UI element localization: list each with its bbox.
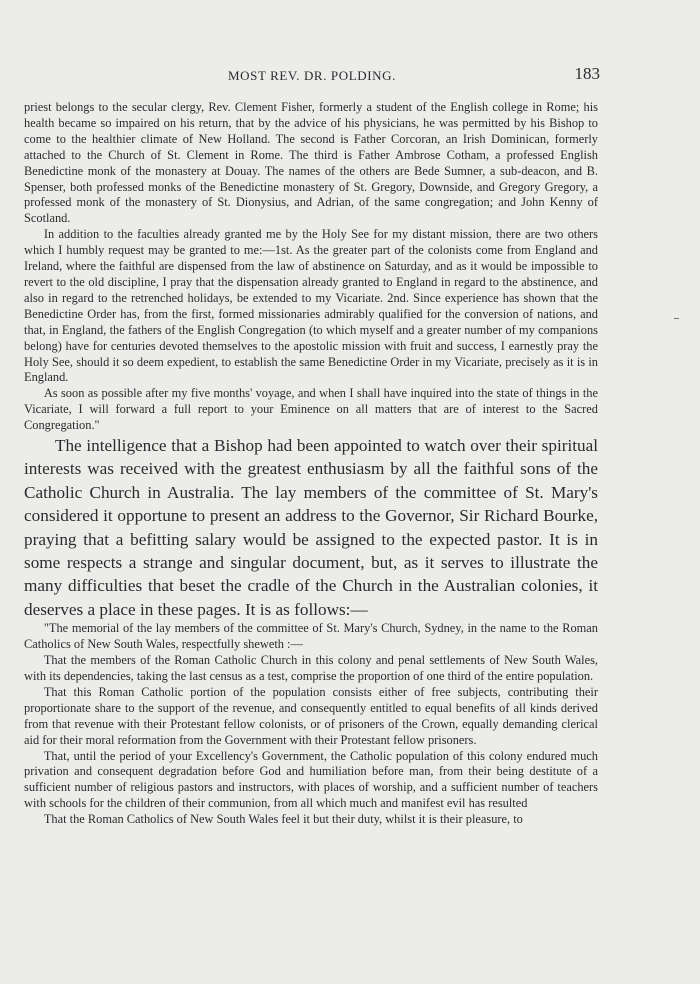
paragraph-9: That the Roman Catholics of New South Wales feel it but their duty, whilst it is their pleasure, to [43, 812, 523, 827]
page-number: 183 [574, 64, 600, 83]
paragraph-3: As soon as possible after my five months' voyage, and when I shall have inquired into the state of things in the Vicariate, I will forward a full report to your Eminence on all matters that are of interest to the Sacred Congregation." [24, 386, 598, 433]
running-title: MOST REV. DR. POLDING. [227, 68, 397, 83]
letter-section [24, 100, 598, 434]
memorial-section [24, 621, 598, 828]
margin-mark [674, 318, 679, 319]
narrative-section [24, 434, 598, 621]
page-header [24, 64, 600, 86]
paragraph-7: That this Roman Catholic portion of the population consists either of free subjects, contributing their proportionate share to the support of the revenue, and consequently entitled to equal benefits of all kinds derived from that revenue with their Protestant fellow colonists, or of prisoners of the Crown, equally demanding clerical aid for their moral reformation from the Government with their Protestant fellow prisoners. [24, 684, 598, 747]
paragraph-8: That, until the period of your Excellency's Government, the Catholic population of this colony endured much privation and consequent degradation before God and humiliation before man, from their being destitute of a sufficient number of religious pastors and instructors, with places of worship, and a sufficient number of teachers with schools for the children of their communion, from all which much and manifest evil has resulted [24, 748, 598, 811]
paragraph-1: priest belongs to the secular clergy, Rev. Clement Fisher, formerly a student of the English college in Rome; his health became so impaired on his return, that by the advice of his physicians, he was permitted by his Bishop to come to the healthier climate of New Holland. The second is Father Corcoran, an Irish Dominican, formerly attached to the Church of St. Clement in Rome. The third is Father Ambrose Cotham, a professed English Benedictine monk of the monastery at Douay. The names of the others are Bede Sumner, a sub-deacon, and B. Spenser, both professed monks of the Benedictine monastery of St. Gregory, Downside, and Gregory Gregory, a professed monk of the monastery of St. Dionysius, and Adrian, of the same congregation; and John Kenny of Scotland. [24, 100, 598, 226]
page-body [24, 100, 598, 828]
paragraph-5: "The memorial of the lay members of the committee of St. Mary's Church, Sydney, in the name to the Roman Catholics of New South Wales, respectfully sheweth :— [24, 621, 598, 652]
paragraph-2: In addition to the faculties already granted me by the Holy See for my distant mission, there are two others which I humbly request may be granted to me:—1st. As the greater part of the colonists come from England and Ireland, where the faithful are dispensed from the law of abstinence on Saturday, and as it would be impossible to revert to the old discipline, I pray that the dispensation already granted to England in regard to the abstinence, and also in regard to the retrenched holidays, be extended to my Vicariate. 2nd. Since experience has shown that the Benedictine Order has, from the first, formed missionaries admirably qualified for the conversion of nations, and that, in England, the fathers of the English Congregation (to which myself and a greater number of my companions belong) have for centuries devoted themselves to the apostolic mission with fruit and success, I earnestly pray the Holy See, should it so deem expedient, to establish the same Benedictine Order in my Vicariate, precisely as it is in England. [24, 227, 598, 385]
paragraph-4: The intelligence that a Bishop had been appointed to watch over their spiritual interests was received with the greatest enthusiasm by all the faithful sons of the Catholic Church in Australia. The lay members of the committee of St. Mary's considered it opportune to present an address to the Governor, Sir Richard Bourke, praying that a befitting salary would be assigned to the expected pastor. It is in some respects a strange and singular document, but, as it serves to illustrate the many difficulties that beset the cradle of the Church in the Australian colonies, it deserves a place in these pages. It is as follows:— [24, 436, 598, 619]
paragraph-6: That the members of the Roman Catholic Church in this colony and penal settlements of New South Wales, with its dependencies, taking the last census as a test, comprise the proportion of one third of the entire population. [24, 653, 598, 683]
